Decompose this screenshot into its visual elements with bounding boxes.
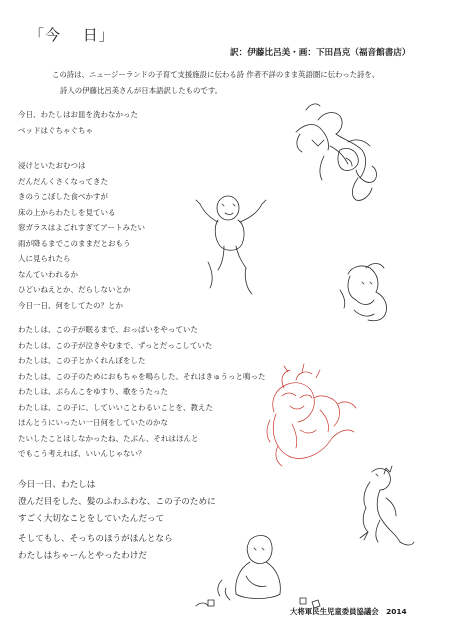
poem-stanza <box>18 158 145 251</box>
poem-line: ほんとうにいったい一日何をしていたのかな <box>18 418 168 427</box>
poem-title: 「今 日」 <box>29 26 115 44</box>
translator-illustrator-credit: 訳：伊藤比呂美・画：下田昌克（福音館書店） <box>230 48 411 58</box>
dinosaur-toy-illustration <box>360 466 414 545</box>
poem-line: たいしたことはしなかったね、たぶん、それはほんと <box>18 433 199 443</box>
poem-stanza <box>18 251 131 313</box>
poem-line: ベッドはぐちゃぐちゃ <box>18 125 93 135</box>
poem-line: きのうこぼした食べかすが <box>18 192 108 201</box>
poem-line: 澄んだ目をした、髪のふわふわな、この子のために <box>18 497 216 507</box>
poem-line: 雨が降るまでこのままだとおもう <box>18 238 131 248</box>
poem-stanza-emphasis <box>18 477 216 528</box>
poem-line: なんていわれるか <box>18 269 78 279</box>
poem-stanza-emphasis <box>18 531 173 565</box>
publisher-footer: 大将軍民生児童委員協議会 2014 <box>290 607 407 616</box>
intro-paragraph <box>52 67 442 99</box>
child-playing-illustration <box>196 536 320 609</box>
poem-line: わたしは、この子が泣きやむまで、ずっとだっこしていた <box>18 340 213 350</box>
poem-line: わたしは、この子が眠るまで、おっぱいをやっていた <box>18 325 198 334</box>
poem-line: ひどいねえとか、だらしないとか <box>18 285 131 294</box>
poem-line: だんだんくさくなってきた <box>18 176 108 186</box>
intro-line: 詩人の伊藤比呂美さんが日本語訳したものです。 <box>60 86 223 95</box>
poem-line: わたしは、この子のためにおもちゃを鳴らした、それはきゅうっと鳴った <box>18 371 266 381</box>
poem-line: 今日一日、わたしは <box>18 480 96 490</box>
poem-line: 窓ガラスはよごれすぎてアートみたい <box>18 223 146 232</box>
intro-line: この詩は、ニュージーランドの子育て支援施設に伝わる詩 作者不詳のまま英語圏に伝わった詩を、 <box>52 70 380 79</box>
poem-stanza <box>18 415 198 462</box>
poem-line: 浸けといたおむつは <box>18 161 86 170</box>
poem-stanza <box>18 322 266 415</box>
poem-line: でもこう考えれば、いいんじゃない？ <box>18 449 146 458</box>
poem-stanza <box>18 107 138 138</box>
poem-line: わたしはちゃーんとやったわけだ <box>18 551 147 561</box>
poem-line: 今日一日、何をしてたの？とか <box>18 300 123 310</box>
woman-profile-illustration <box>340 264 387 321</box>
poem-line: わたしは、この子とかくれんぼをした <box>18 356 146 365</box>
poem-line: わたしは、この子に、していいことわるいことを、教えた <box>18 402 213 412</box>
poem-line: わたしは、ぶらんこをゆすり、歌をうたった <box>18 387 168 396</box>
poem-line: 今日、わたしはお皿を洗わなかった <box>18 110 138 119</box>
poem-line: 人に見られたら <box>18 254 71 263</box>
red-sketch-illustration <box>267 364 356 466</box>
child-reaching-illustration <box>196 196 266 294</box>
poem-line: そしてもし、そっちのほうがほんとなら <box>18 534 173 544</box>
poem-line: すごく大切なことをしていたんだって <box>18 514 165 524</box>
mother-lifting-child-illustration <box>296 104 377 200</box>
poem-line: 床の上からわたしを見ている <box>18 207 116 217</box>
